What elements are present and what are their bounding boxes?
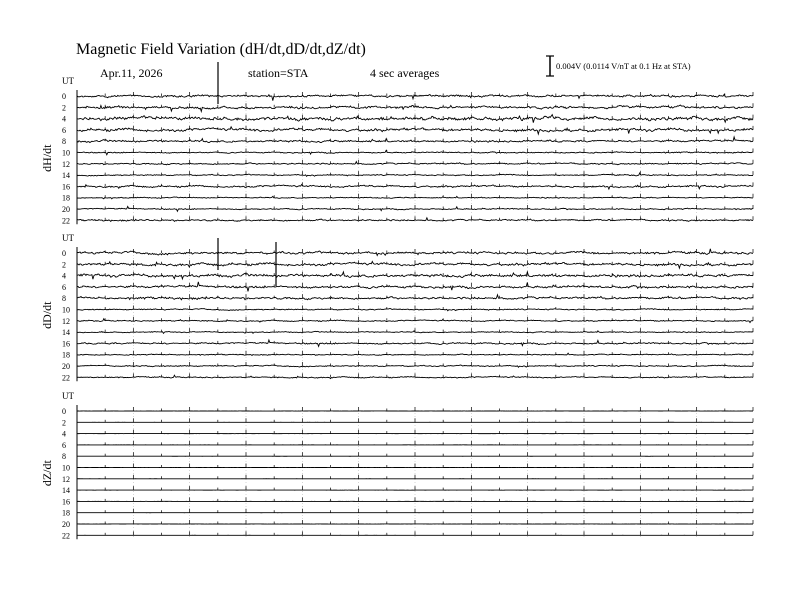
- hour-tick-label: 16: [62, 497, 70, 507]
- hour-tick-label: 10: [62, 305, 70, 315]
- axis-label-dd-dt: dD/dt: [40, 301, 54, 329]
- scale-label: 0.004V (0.0114 V/nT at 0.1 Hz at STA): [556, 61, 691, 71]
- panel-dh-dt: [40, 62, 753, 225]
- ut-label: UT: [62, 233, 74, 243]
- hour-tick-label: 12: [62, 316, 70, 326]
- hour-tick-label: 6: [62, 125, 66, 135]
- hour-tick-label: 20: [62, 520, 70, 529]
- hour-tick-label: 8: [62, 137, 66, 147]
- hour-tick-label: 22: [62, 373, 70, 383]
- hour-tick-label: 14: [62, 171, 70, 181]
- hour-tick-label: 0: [62, 92, 66, 101]
- panels-group: [40, 62, 753, 540]
- hour-tick-label: 2: [62, 260, 66, 270]
- hour-tick-label: 18: [62, 350, 70, 360]
- hour-tick-label: 2: [62, 418, 66, 428]
- hour-tick-label: 2: [62, 103, 66, 113]
- hour-tick-label: 20: [62, 205, 70, 214]
- hour-tick-label: 22: [62, 531, 70, 541]
- hour-tick-label: 0: [62, 407, 66, 416]
- hour-tick-label: 6: [62, 282, 66, 292]
- hour-tick-label: 12: [62, 474, 70, 484]
- chart-title: Magnetic Field Variation (dH/dt,dD/dt,dZ/dt): [76, 41, 366, 58]
- hour-tick-label: 10: [62, 148, 70, 158]
- date-label: Apr.11, 2026: [100, 66, 163, 80]
- axis-label-dh-dt: dH/dt: [40, 144, 54, 172]
- hour-tick-label: 6: [62, 440, 66, 450]
- hour-tick-label: 0: [62, 249, 66, 258]
- hour-tick-label: 14: [62, 486, 70, 496]
- panel-dd-dt: [40, 233, 753, 382]
- panel-dz-dt: [40, 391, 753, 540]
- hour-tick-label: 10: [62, 463, 70, 473]
- hour-tick-label: 4: [62, 114, 66, 124]
- hour-tick-label: 4: [62, 429, 66, 439]
- hour-tick-label: 20: [62, 362, 70, 371]
- hour-tick-label: 8: [62, 452, 66, 462]
- ut-label: UT: [62, 76, 74, 86]
- station-label: station=STA: [248, 66, 309, 80]
- hour-tick-label: 18: [62, 193, 70, 203]
- scale-bar: [546, 56, 691, 76]
- hour-tick-label: 12: [62, 159, 70, 169]
- hour-tick-label: 4: [62, 271, 66, 281]
- hour-tick-label: 16: [62, 339, 70, 349]
- hour-tick-label: 22: [62, 216, 70, 226]
- averaging-label: 4 sec averages: [370, 66, 440, 80]
- hour-tick-label: 8: [62, 294, 66, 304]
- hour-tick-label: 16: [62, 182, 70, 192]
- axis-label-dz-dt: dZ/dt: [40, 460, 54, 487]
- hour-tick-label: 18: [62, 508, 70, 518]
- ut-label: UT: [62, 391, 74, 401]
- hour-tick-label: 14: [62, 328, 70, 338]
